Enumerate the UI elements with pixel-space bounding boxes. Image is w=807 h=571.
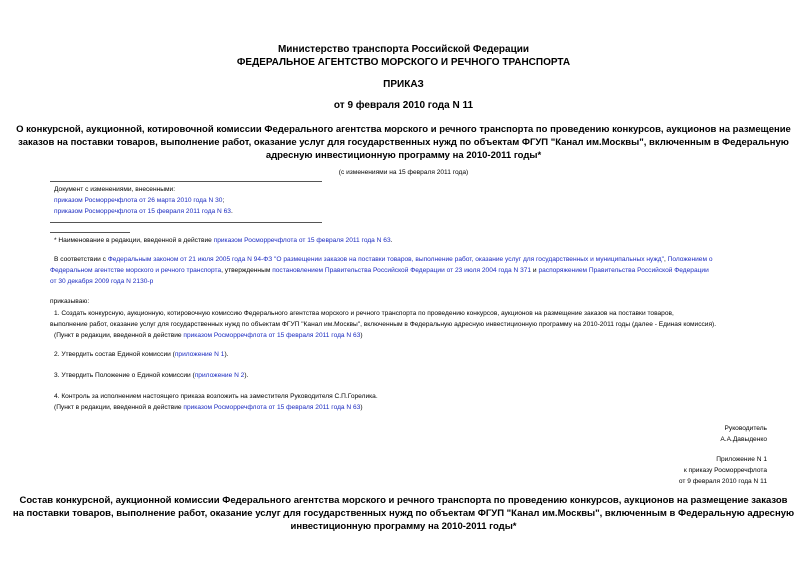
government-decree-link[interactable]: постановлением Правительства Российской Федерации от 23 июля 2004 года N 371 <box>272 267 532 274</box>
signature-name: А.А.Давыденко <box>720 436 767 443</box>
regulation-link[interactable]: Федеральном агентстве морского и речного транспорта <box>50 267 222 274</box>
footnote-text: * Наименование в редакции, введенной в действие <box>54 237 214 244</box>
item-text: 2. Утвердить состав Единой комиссии ( <box>54 351 175 358</box>
doc-date: от 9 февраля 2010 года N 11 <box>333 100 474 111</box>
government-order-link[interactable]: от 30 декабря 2009 года N 2130-р <box>50 278 154 285</box>
amendment-link-1[interactable]: приказом Росморречфлота от 26 марта 2010 года N 30 <box>54 197 223 204</box>
item-4: 4. Контроль за исполнением настоящего приказа возложить на заместителя Руководителя С.П.Горелика. <box>54 393 378 400</box>
note-text: (Пункт в редакции, введенной в действие <box>54 404 184 411</box>
item-3 <box>54 371 248 382</box>
amendment-item <box>54 207 233 218</box>
preamble-text: , утвержденным <box>221 267 273 274</box>
appendix-1-link[interactable]: приложение N 1 <box>174 351 225 358</box>
preamble-text: и <box>531 267 539 274</box>
item-1-note-link[interactable]: приказом Росморречфлота от 15 февраля 2011 года N 63 <box>183 332 361 339</box>
footnote <box>54 236 392 247</box>
amendment-item <box>54 196 224 207</box>
preamble-text: В соответствии с <box>54 256 108 263</box>
appendix-date: от 9 февраля 2010 года N 11 <box>678 478 767 485</box>
divider <box>50 222 322 223</box>
doc-title-line-1: О конкурсной, аукционной, котировочной комиссии Федерального агентства морского и речного транспорта по проведению конкурсов, аукционов на размещение <box>16 124 791 135</box>
amendment-tail: ; <box>222 197 225 204</box>
item-1-line-1: 1. Создать конкурсную, аукционную, котировочную комиссию Федерального агентства морского и речного транспорта по проведению конкурсов, аукционов на размещение заказов на поставки товаров, <box>54 310 674 317</box>
divider <box>50 181 322 182</box>
appendix-2-link[interactable]: приложение N 2 <box>194 372 245 379</box>
preamble-line-2 <box>50 266 760 277</box>
item-tail: ). <box>244 372 249 379</box>
appendix-label: Приложение N 1 <box>716 456 767 463</box>
amendment-link-2[interactable]: приказом Росморречфлота от 15 февраля 2011 года N 63 <box>54 208 231 215</box>
appendix-ref: к приказу Росморречфлота <box>683 467 767 474</box>
item-1-note <box>54 331 363 342</box>
agency-name: ФЕДЕРАЛЬНОЕ АГЕНТСТВО МОРСКОГО И РЕЧНОГО ТРАНСПОРТА <box>236 57 571 68</box>
doc-type: ПРИКАЗ <box>383 79 424 90</box>
note-tail: ) <box>360 404 363 411</box>
appendix-title-line-2: на поставки товаров, выполнение работ, оказание услуг для государственных нужд по объектам ФГУП "Канал им.Москвы", включенным в Федеральную адресную <box>12 508 795 519</box>
item-2 <box>54 350 228 361</box>
order-word: приказываю: <box>50 298 90 305</box>
footnote-divider <box>50 232 130 233</box>
preamble-line-1 <box>54 255 759 266</box>
appendix-title-line-3: инвестиционную программу на 2010-2011 годы* <box>290 521 517 532</box>
amendments-intro: Документ с изменениями, внесенными: <box>54 186 176 193</box>
changes-note: (с изменениями на 15 февраля 2011 года) <box>338 169 469 176</box>
regulation-link[interactable]: Положением о <box>667 256 713 263</box>
doc-title-line-3: адресную инвестиционную программу на 2010-2011 годы* <box>265 150 542 161</box>
doc-title-line-2: заказов на поставки товаров, выполнение работ, оказание услуг для государственных нужд по объектам ФГУП "Канал им.Москвы", включенным в Федеральную <box>18 137 789 148</box>
footnote-tail: . <box>390 237 393 244</box>
item-4-note <box>54 403 363 414</box>
note-text: (Пункт в редакции, введенной в действие <box>54 332 184 339</box>
preamble-text: , <box>663 256 668 263</box>
government-order-link[interactable]: распоряжением Правительства Российской Федерации <box>538 267 709 274</box>
item-1-line-2: выполнение работ, оказание услуг для государственных нужд по объектам ФГУП "Канал им.Москвы", включенным в Федеральную адресную инвестиционную программу на 2010-2011 годы (далее - Единая комиссия). <box>50 321 717 328</box>
ministry-name: Министерство транспорта Российской Федерации <box>277 44 530 55</box>
preamble-line-3 <box>50 277 153 288</box>
footnote-link[interactable]: приказом Росморречфлота от 15 февраля 2011 года N 63 <box>213 237 391 244</box>
item-tail: ). <box>224 351 229 358</box>
item-text: 3. Утвердить Положение о Единой комиссии ( <box>54 372 195 379</box>
note-tail: ) <box>360 332 363 339</box>
item-4-note-link[interactable]: приказом Росморречфлота от 15 февраля 2011 года N 63 <box>183 404 361 411</box>
appendix-title-line-1: Состав конкурсной, аукционной комиссии Федерального агентства морского и речного транспорта по проведению конкурсов, аукционов на размещение заказов <box>19 495 788 506</box>
federal-law-link[interactable]: Федеральным законом от 21 июля 2005 года N 94-ФЗ "О размещении заказов на поставки товаров, выполнение работ, оказание услуг для государственных и муниципальных нужд" <box>107 256 664 263</box>
amendment-tail: . <box>230 208 233 215</box>
signature-role: Руководитель <box>724 425 767 432</box>
